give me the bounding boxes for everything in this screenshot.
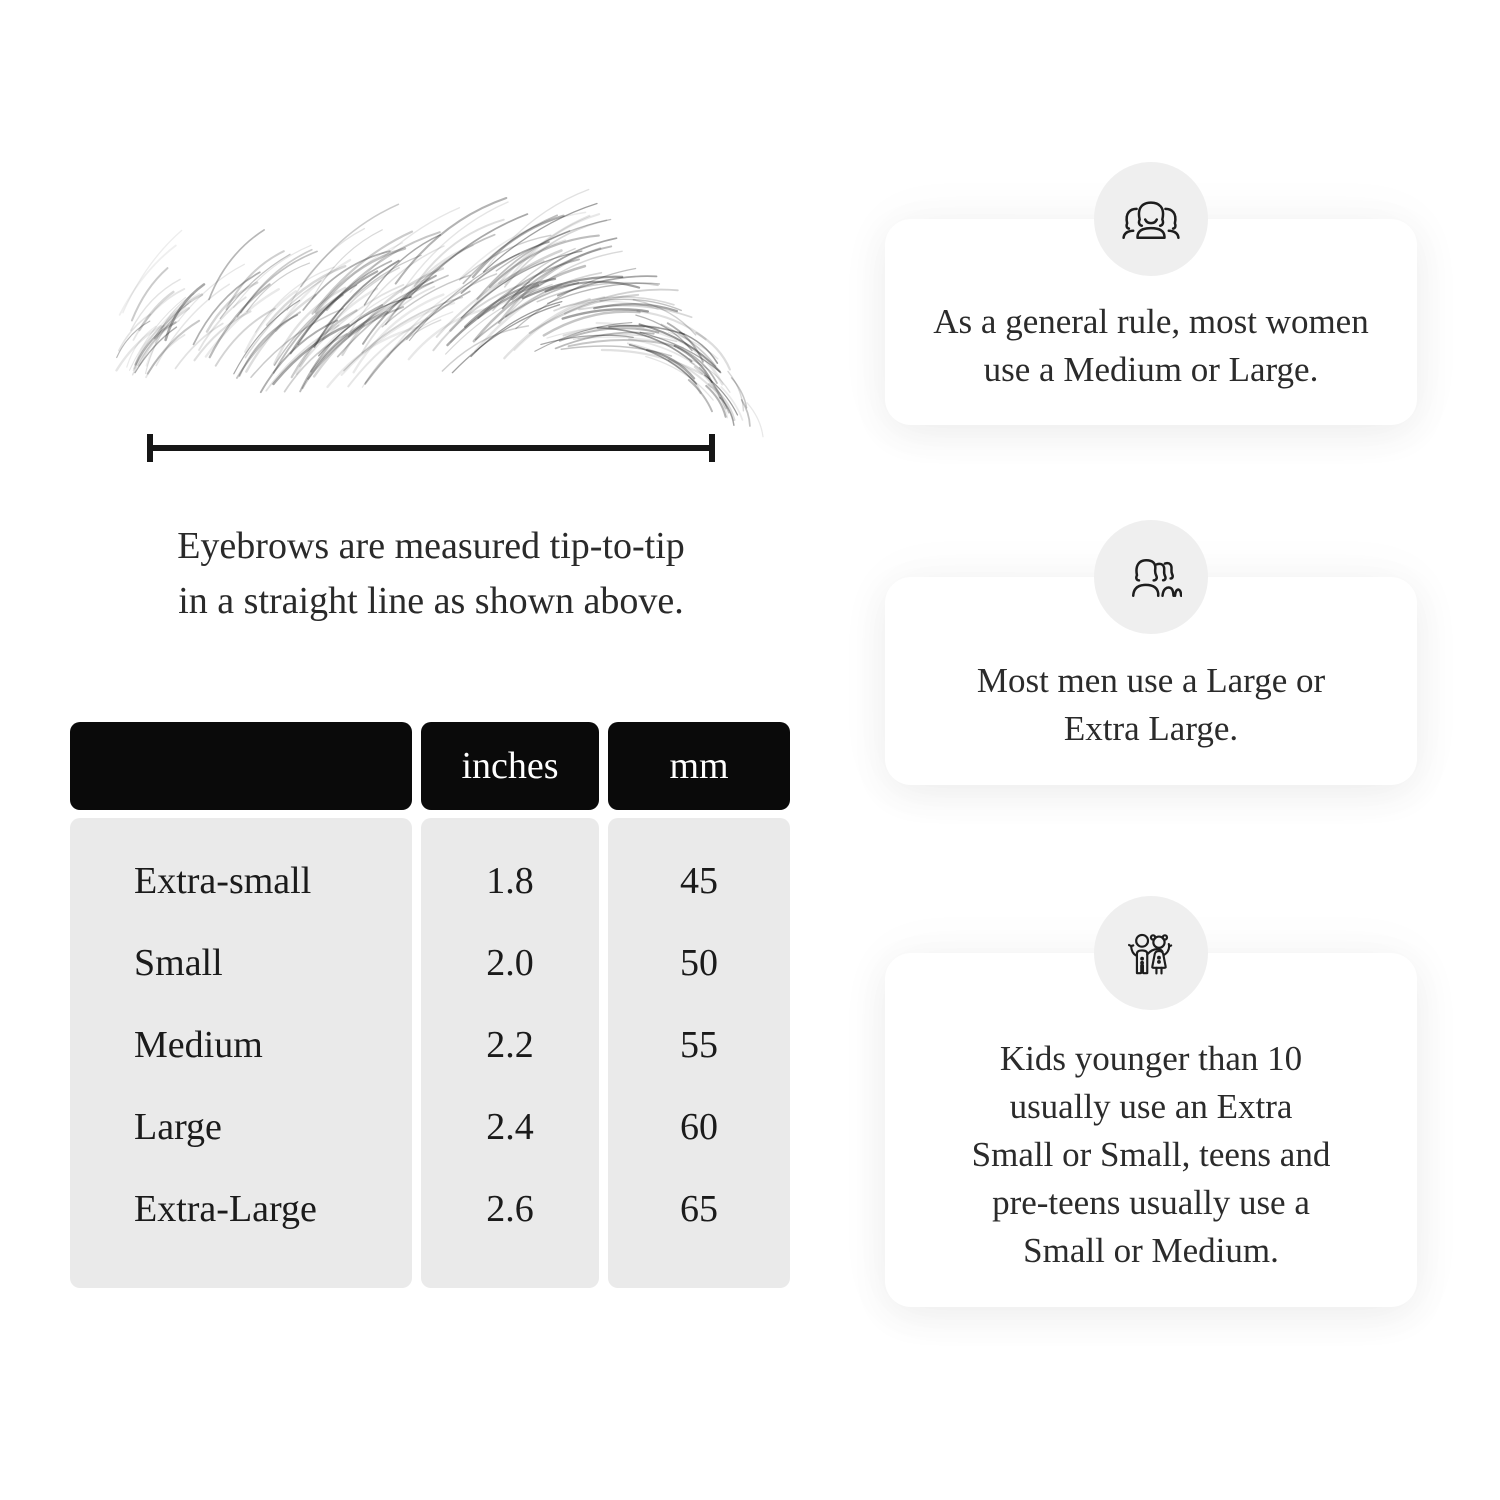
card-text-line: Kids younger than 10	[999, 1039, 1303, 1078]
table-row-label: Extra-Large	[134, 1188, 317, 1230]
women-icon-circle	[1094, 162, 1208, 276]
card-text-line: pre-teens usually use a	[992, 1183, 1310, 1222]
card-text-line: Small or Small, teens and	[971, 1135, 1331, 1174]
table-row-label: Small	[134, 942, 223, 984]
size-table	[70, 722, 790, 1288]
table-row-label: Medium	[134, 1024, 263, 1066]
card-women-text	[933, 298, 1368, 394]
kids-icon-circle	[1094, 896, 1208, 1010]
inches-value: 2.4	[486, 1106, 534, 1148]
card-text-line: Most men use a Large or	[976, 661, 1326, 700]
table-column-inches	[421, 818, 599, 1288]
table-row-label: Extra-small	[134, 860, 312, 902]
table-header-size	[70, 722, 412, 810]
table-row-label: Large	[134, 1106, 222, 1148]
card-men	[885, 577, 1417, 785]
mm-value: 55	[680, 1024, 718, 1066]
men-group-icon	[1120, 552, 1182, 602]
card-text-line: usually use an Extra	[1009, 1087, 1293, 1126]
kids-icon	[1121, 926, 1181, 980]
card-text-line: Small or Medium.	[1023, 1231, 1279, 1270]
card-kids	[885, 953, 1417, 1307]
card-text-line: As a general rule, most women	[933, 302, 1369, 341]
inches-value: 2.0	[486, 942, 534, 984]
measurement-caption	[70, 519, 792, 629]
measurement-line	[150, 434, 712, 462]
caption-line-2: in a straight line as shown above.	[178, 580, 684, 622]
women-group-icon	[1120, 194, 1182, 244]
inches-value: 2.6	[486, 1188, 534, 1230]
table-column-sizes	[70, 818, 412, 1288]
table-header-inches: inches	[421, 722, 599, 810]
eyebrow-illustration	[70, 210, 790, 480]
card-text-line: Extra Large.	[1063, 709, 1239, 748]
card-kids-text	[972, 1035, 1331, 1275]
men-icon-circle	[1094, 520, 1208, 634]
table-header-mm: mm	[608, 722, 790, 810]
eyebrow-hairs	[117, 190, 764, 437]
mm-value: 50	[680, 942, 718, 984]
card-men-text	[977, 657, 1325, 753]
inches-value: 2.2	[486, 1024, 534, 1066]
mm-value: 60	[680, 1106, 718, 1148]
table-column-mm	[608, 818, 790, 1288]
mm-value: 45	[680, 860, 718, 902]
inches-value: 1.8	[486, 860, 534, 902]
card-women	[885, 219, 1417, 425]
mm-value: 65	[680, 1188, 718, 1230]
caption-line-1: Eyebrows are measured tip-to-tip	[177, 525, 685, 567]
card-text-line: use a Medium or Large.	[983, 350, 1319, 389]
